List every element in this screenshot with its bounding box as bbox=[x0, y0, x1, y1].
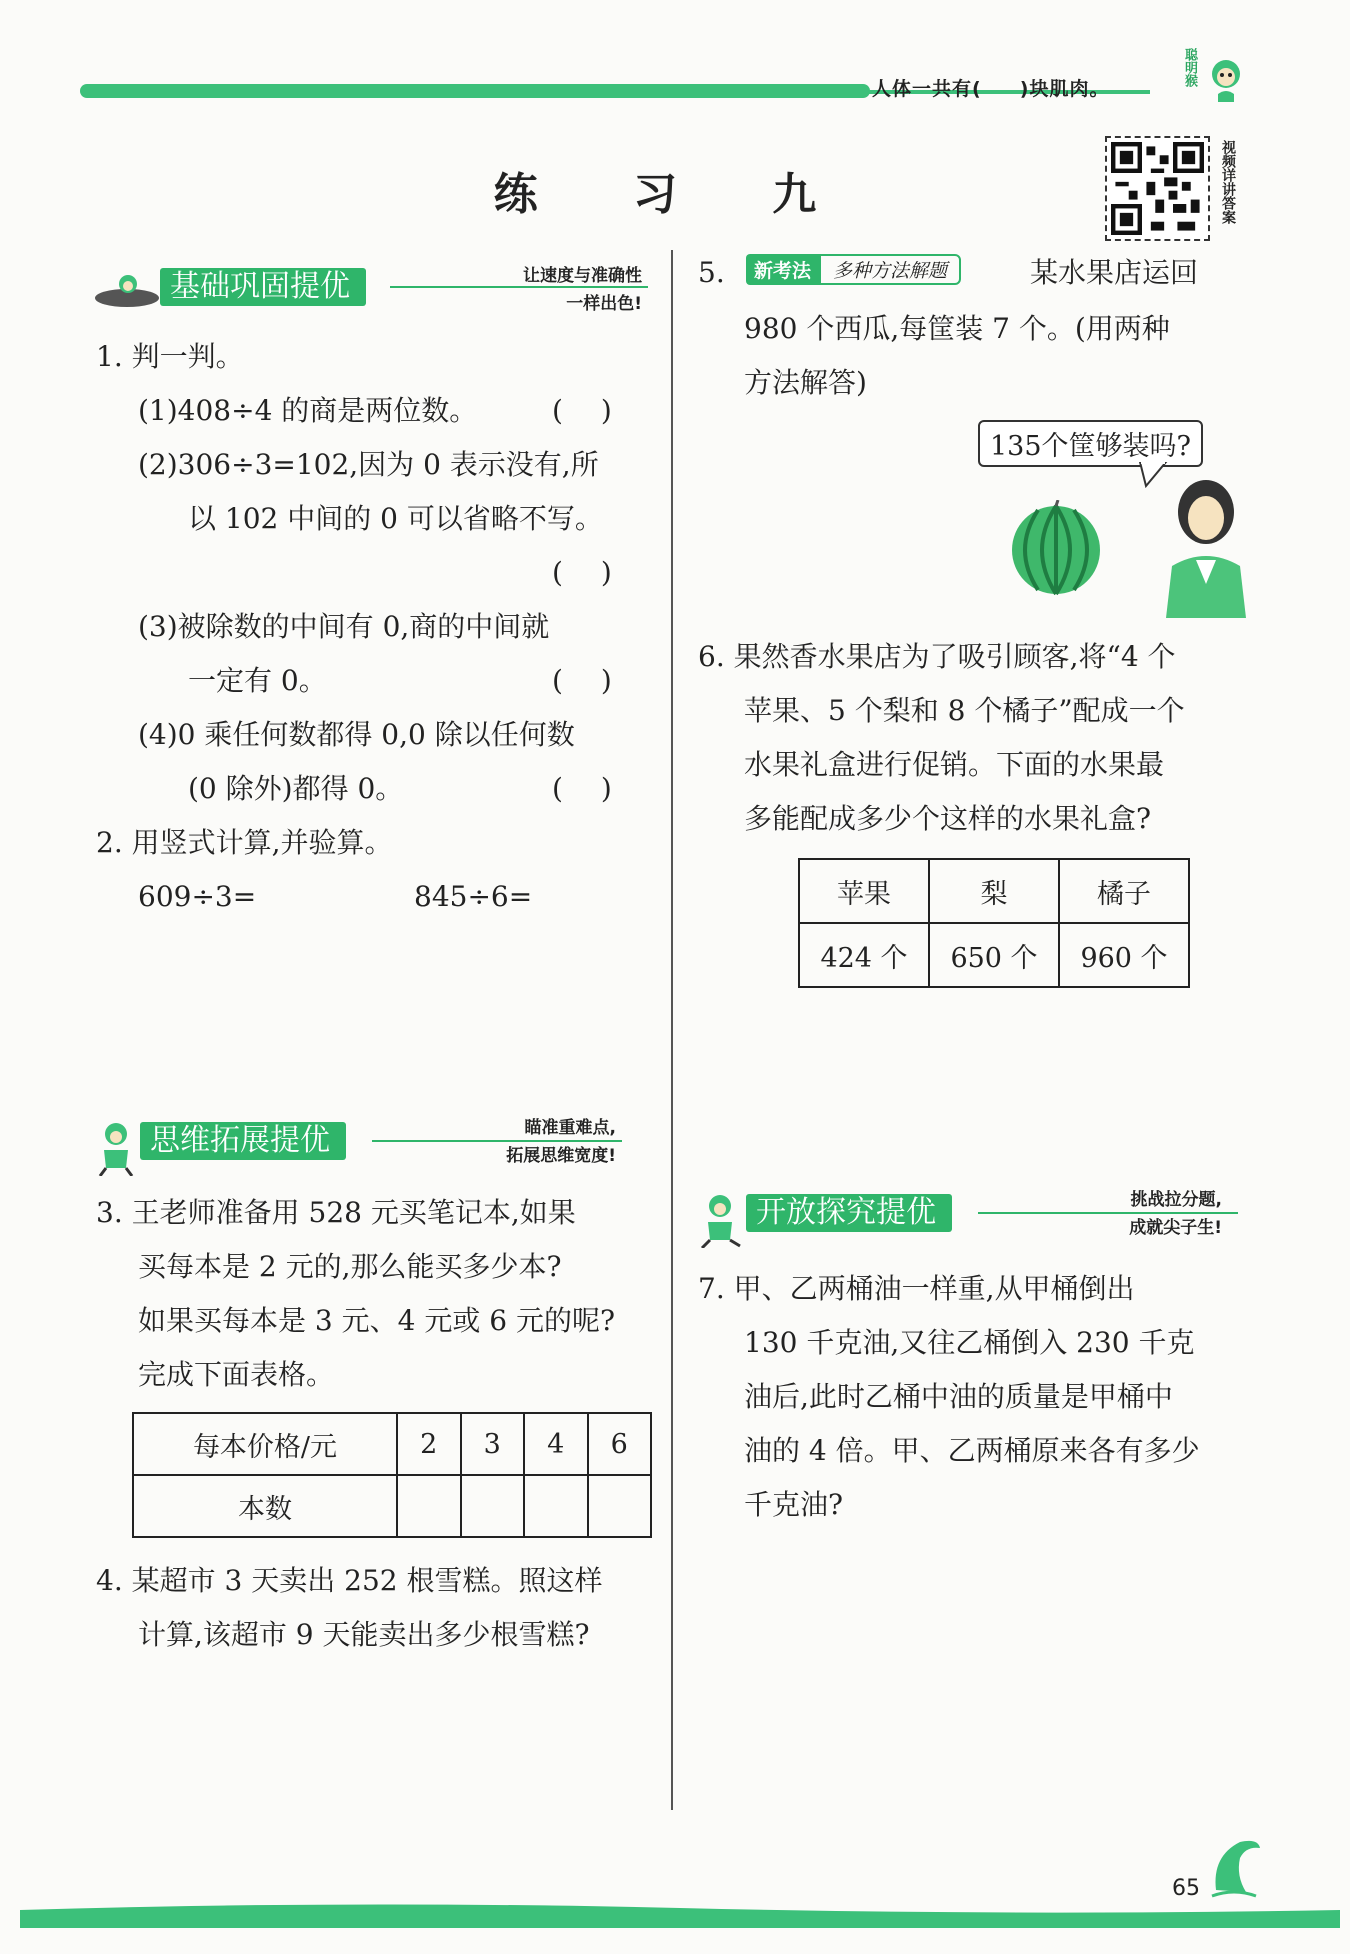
section-badge-basic: 基础巩固提优 bbox=[160, 268, 366, 306]
footer-wave bbox=[20, 1900, 1340, 1928]
q5-line1: 某水果店运回 bbox=[1030, 256, 1199, 289]
q3-table-count-cell[interactable] bbox=[461, 1475, 525, 1537]
q6-table-value-apple: 424 个 bbox=[799, 923, 929, 987]
q5-tag-group bbox=[746, 254, 961, 285]
q7-line1: 7. 甲、乙两桶油一样重,从甲桶倒出 bbox=[698, 1272, 1135, 1305]
q3-table-price: 6 bbox=[588, 1413, 652, 1475]
watermelon-icon bbox=[1008, 500, 1104, 596]
q3-table-count-cell[interactable] bbox=[524, 1475, 588, 1537]
q6-line3: 水果礼盒进行促销。下面的水果最 bbox=[744, 748, 1165, 781]
q4-line1: 4. 某超市 3 天卖出 252 根雪糕。照这样 bbox=[96, 1564, 603, 1597]
q3-line2: 买每本是 2 元的,那么能买多少本? bbox=[138, 1250, 562, 1283]
section-slogan-basic: 让速度与准确性 一样出色! bbox=[523, 266, 642, 314]
q5-line3: 方法解答) bbox=[744, 366, 867, 399]
q3-line3: 如果买每本是 3 元、4 元或 6 元的呢? bbox=[138, 1304, 615, 1337]
q6-table-header-pear: 梨 bbox=[929, 859, 1059, 923]
header-trivia: 人体一共有( )块肌肉。 bbox=[872, 78, 1110, 100]
q6-line4: 多能配成多少个这样的水果礼盒? bbox=[744, 802, 1152, 835]
q3-table-price: 3 bbox=[461, 1413, 525, 1475]
q1-stem: 1. 判一判。 bbox=[96, 340, 244, 373]
q2-stem: 2. 用竖式计算,并验算。 bbox=[96, 826, 393, 859]
brand-logo-text: 聪明猴 bbox=[1182, 48, 1197, 87]
running-kid-mascot-icon bbox=[696, 1190, 748, 1248]
q6-line2: 苹果、5 个梨和 8 个橘子”配成一个 bbox=[744, 694, 1185, 727]
q3-table-price-header: 每本价格/元 bbox=[133, 1413, 397, 1475]
column-divider bbox=[671, 250, 673, 1810]
q2-expr1: 609÷3= bbox=[138, 880, 257, 913]
monkey-mascot-icon bbox=[1204, 54, 1248, 104]
qr-pattern-icon bbox=[1111, 142, 1204, 235]
qr-code[interactable] bbox=[1105, 136, 1210, 241]
q4-line2: 计算,该超市 9 天能卖出多少根雪糕? bbox=[138, 1618, 590, 1651]
q5-tag-new: 新考法 bbox=[746, 254, 819, 285]
q6-table bbox=[798, 858, 1190, 988]
q3-table-price: 2 bbox=[397, 1413, 461, 1475]
q3-table-count-cell[interactable] bbox=[397, 1475, 461, 1537]
q6-table-value-orange: 960 个 bbox=[1059, 923, 1189, 987]
dolphin-mascot-icon bbox=[1206, 1836, 1264, 1900]
q1-item4-line1: (4)0 乘任何数都得 0,0 除以任何数 bbox=[138, 718, 575, 751]
q6-table-header-orange: 橘子 bbox=[1059, 859, 1189, 923]
q6-table-header-apple: 苹果 bbox=[799, 859, 929, 923]
section-slogan-explore: 挑战拉分题, 成就尖子生! bbox=[1129, 1190, 1222, 1238]
qr-label: 视频详讲答案 bbox=[1220, 140, 1236, 224]
q1-item4-line2: (0 除外)都得 0。 bbox=[188, 772, 404, 805]
plane-mascot-icon bbox=[92, 268, 162, 314]
q3-line1: 3. 王老师准备用 528 元买笔记本,如果 bbox=[96, 1196, 576, 1229]
q3-table-count-header: 本数 bbox=[133, 1475, 397, 1537]
q1-item1: (1)408÷4 的商是两位数。 bbox=[138, 394, 478, 427]
q1-item2-line2: 以 102 中间的 0 可以省略不写。 bbox=[188, 502, 603, 535]
q7-line5: 千克油? bbox=[744, 1488, 844, 1521]
header-bar bbox=[80, 84, 870, 98]
q3-table bbox=[132, 1412, 652, 1538]
q5-tag-method: 多种方法解题 bbox=[819, 254, 961, 285]
q7-line2: 130 千克油,又往乙桶倒入 230 千克 bbox=[744, 1326, 1195, 1359]
q1-item3-answer[interactable]: () bbox=[552, 664, 650, 697]
page-title: 练 习 九 bbox=[493, 169, 857, 220]
section-badge-explore: 开放探究提优 bbox=[746, 1194, 952, 1232]
q5-number: 5. bbox=[698, 256, 725, 289]
q7-line4: 油的 4 倍。甲、乙两桶原来各有多少 bbox=[744, 1434, 1200, 1467]
q3-line4: 完成下面表格。 bbox=[138, 1358, 335, 1391]
kid-mascot-icon bbox=[92, 1118, 144, 1176]
q2-expr2: 845÷6= bbox=[414, 880, 533, 913]
q3-table-count-cell[interactable] bbox=[588, 1475, 652, 1537]
section-slogan-thinking: 瞄准重难点, 拓展思维宽度! bbox=[506, 1118, 616, 1166]
q1-item3-line1: (3)被除数的中间有 0,商的中间就 bbox=[138, 610, 550, 643]
page-number: 65 bbox=[1172, 1876, 1200, 1901]
q6-line1: 6. 果然香水果店为了吸引顾客,将“4 个 bbox=[698, 640, 1176, 673]
q1-item2-line1: (2)306÷3=102,因为 0 表示没有,所 bbox=[138, 448, 599, 481]
q3-table-price: 4 bbox=[524, 1413, 588, 1475]
q5-line2: 980 个西瓜,每筐装 7 个。(用两种 bbox=[744, 312, 1170, 345]
q5-speech-bubble: 135个筐够装吗? bbox=[978, 420, 1203, 467]
q1-item4-answer[interactable]: () bbox=[552, 772, 650, 805]
teacher-illustration-icon bbox=[1158, 474, 1250, 618]
q1-item2-answer[interactable]: () bbox=[552, 556, 650, 589]
q1-item3-line2: 一定有 0。 bbox=[188, 664, 327, 697]
q6-table-value-pear: 650 个 bbox=[929, 923, 1059, 987]
section-badge-thinking: 思维拓展提优 bbox=[140, 1122, 346, 1160]
q1-item1-answer[interactable]: () bbox=[552, 394, 650, 427]
q7-line3: 油后,此时乙桶中油的质量是甲桶中 bbox=[744, 1380, 1173, 1413]
